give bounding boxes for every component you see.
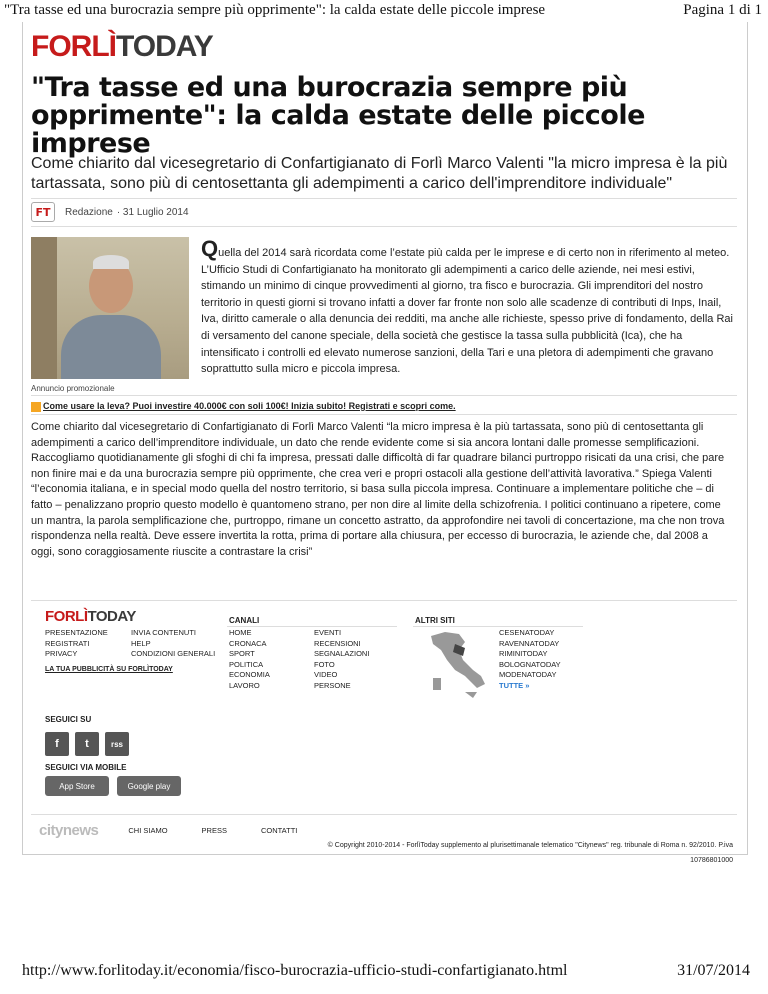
canali-link[interactable]: EVENTI bbox=[314, 628, 342, 637]
advertising-link[interactable]: LA TUA PUBBLICITÀ SU FORLÌTODAY bbox=[45, 666, 173, 673]
canali-link[interactable]: SPORT bbox=[229, 649, 255, 658]
seguici-mobile-heading: SEGUICI VIA MOBILE bbox=[45, 763, 127, 772]
canali-link[interactable]: RECENSIONI bbox=[314, 638, 361, 648]
dropcap: Q bbox=[201, 236, 219, 261]
author-avatar: FT bbox=[31, 202, 55, 222]
canali-link[interactable]: HOME bbox=[229, 628, 252, 637]
promo-label: Annuncio promozionale bbox=[31, 384, 115, 393]
divider bbox=[31, 198, 737, 199]
nav-chi-siamo[interactable]: CHI SIAMO bbox=[128, 826, 168, 835]
other-site-link[interactable]: CESENATODAY bbox=[499, 628, 555, 637]
promo-link[interactable]: Come usare la leva? Puoi investire 40.000€ con soli 100€! Inizia subito! Registrati e scopri come. bbox=[31, 401, 737, 412]
article-title: "Tra tasse ed una burocrazia sempre più opprimente": la calda estate delle piccole imprese bbox=[31, 72, 645, 159]
canali-link[interactable]: FOTO bbox=[314, 659, 335, 669]
altri-siti-heading: ALTRI SITI bbox=[415, 616, 455, 625]
google-play-button[interactable]: Google play bbox=[117, 776, 181, 796]
other-site-link[interactable]: RIMINITODAY bbox=[499, 649, 548, 658]
all-sites-link[interactable]: TUTTE » bbox=[499, 680, 530, 690]
print-page-label: Pagina 1 di 1 bbox=[683, 2, 762, 18]
facebook-icon[interactable]: f bbox=[45, 732, 69, 756]
rss-icon[interactable]: rss bbox=[105, 732, 129, 756]
article-intro: Quella del 2014 sarà ricordata come l’estate più calda per le imprese e di certo non in riferimento al meteo. L’Ufficio Studi di Confartigianato ha monitorato gli adempimenti a carico delle aziende, nei mesi estivi, stimando un minimo di cinque provvedimenti al giorno, tra fisco e burocrazia. Gli imprenditori del nostro territorio in questi giorni si trovano infatti a dover far fronte non solo alle scadenze di contributi di Inps, Inail, Iva, diritto camerale o alla denuncia dei redditi, ma anche alle richieste, spesso prive di fondamento, della Rai di versamento del canone speciale, della società che gestisce la tassa sulla pubblicità (Ica), che ha intensificato i controlli ed elevato numerose sanzioni, della Tari e una pletora di adempimenti che gravano soprattutto sulla micro e piccola impresa. bbox=[201, 236, 733, 376]
canali-col-2 bbox=[314, 628, 369, 691]
article-body: Come chiarito dal vicesegretario di Confartigianato di Forlì Marco Valenti “la micro impresa è la più tartassata, sono più di centosettanta gli adempimenti a carico dell’imprenditore individuale, un dato che rende evidente come si sia ancora lontani dalle promesse semplificazioni. Raccogliamo quotidianamente gli sfoghi di chi fa impresa, pressati dalle difficoltà di far quadrare bilanci purtroppo risicati da una crisi, che pare non finire mai e da una burocrazia sempre più opprimente, che crea veri e propri ostacoli alla gestione dell’attività lavorativa.” Spiega Valenti “l’economia italiana, e in special modo quella del nostro territorio, si basa sulla piccola impresa. Continuare a implementare politiche che – di fatto – penalizzano proprio questo modello è quantomeno strano, per non dire al limite della schizofrenia. I politici continuano a ripetere, come un mantra, la parola semplificazione che, purtroppo, rimane un concetto astratto, da approfondire nei tavoli di concertazione, ma che non trova rispondenza nella realtà. Deve essere invertita la rotta, prima di portare alla chiusura, per eccesso di burocrazia, le aziende che, dal 2008 a oggi, sono coraggiosamente riuscite a contrastare la crisi” bbox=[31, 421, 725, 558]
footer-link[interactable]: PRESENTAZIONE bbox=[45, 628, 108, 637]
footer-col-2 bbox=[131, 628, 215, 660]
canali-link[interactable]: PERSONE bbox=[314, 680, 351, 690]
canali-link[interactable]: CRONACA bbox=[229, 638, 267, 648]
canali-link[interactable]: SEGNALAZIONI bbox=[314, 649, 370, 658]
print-header-title: "Tra tasse ed una burocrazia sempre più opprimente": la calda estate delle piccole imprese bbox=[4, 2, 546, 18]
copyright: © Copyright 2010-2014 - ForlìToday supplemento al plurisettimanale telematico "Citynews" reg. tribunale di Roma n. 92/2010. P.iva 10786801000 bbox=[293, 838, 733, 868]
divider bbox=[31, 414, 737, 415]
site-logo[interactable]: FORLÌTODAY bbox=[31, 30, 213, 63]
nav-contatti[interactable]: CONTATTI bbox=[260, 826, 298, 835]
canali-col-1 bbox=[229, 628, 270, 691]
other-site-link[interactable]: MODENATODAY bbox=[499, 670, 557, 679]
divider bbox=[31, 395, 737, 396]
divider bbox=[31, 226, 737, 227]
twitter-icon[interactable]: t bbox=[75, 732, 99, 756]
other-site-link[interactable]: RAVENNATODAY bbox=[499, 638, 560, 648]
canali-heading: CANALI bbox=[229, 616, 260, 625]
article-page bbox=[22, 22, 748, 864]
footer-link[interactable]: CONDIZIONI GENERALI bbox=[131, 649, 216, 658]
promo-icon bbox=[31, 402, 41, 412]
footer-logo[interactable]: FORLÌTODAY bbox=[45, 608, 136, 625]
pdf-print-header bbox=[4, 2, 762, 19]
footer-link[interactable]: INVIA CONTENUTI bbox=[131, 628, 197, 637]
other-site-link[interactable]: BOLOGNATODAY bbox=[499, 659, 561, 669]
nav-press[interactable]: PRESS bbox=[201, 826, 227, 835]
article-photo bbox=[31, 237, 189, 379]
byline bbox=[31, 202, 189, 222]
italy-map bbox=[425, 630, 489, 702]
canali-link[interactable]: POLITICA bbox=[229, 659, 264, 669]
canali-link[interactable]: ECONOMIA bbox=[229, 670, 270, 679]
author-name[interactable]: Redazione bbox=[65, 206, 113, 218]
footer-link[interactable]: REGISTRATI bbox=[45, 638, 90, 648]
piva: 10786801000 bbox=[690, 857, 733, 864]
canali-link[interactable]: LAVORO bbox=[229, 680, 260, 690]
footer-link[interactable]: PRIVACY bbox=[45, 649, 78, 658]
footer-col-1 bbox=[45, 628, 108, 660]
publish-date: · 31 Luglio 2014 bbox=[116, 206, 189, 218]
pdf-print-footer bbox=[22, 962, 750, 980]
footer-link[interactable]: HELP bbox=[131, 638, 151, 648]
social-links bbox=[45, 732, 129, 756]
citynews-logo[interactable]: citynews bbox=[39, 822, 99, 839]
seguici-su-heading: SEGUICI SU bbox=[45, 715, 92, 724]
app-store-badges bbox=[45, 776, 181, 796]
app-store-button[interactable]: App Store bbox=[45, 776, 109, 796]
article-subtitle: Come chiarito dal vicesegretario di Confartigianato di Forlì Marco Valenti "la micro impresa è la più tartassata, sono più di centosettanta gli adempimenti a carico dell'imprenditore individuale" bbox=[31, 155, 728, 192]
bottom-nav bbox=[39, 822, 331, 839]
altri-siti-list bbox=[499, 628, 561, 691]
print-url: http://www.forlitoday.it/economia/fisco-burocrazia-ufficio-studi-confartigianato.html bbox=[22, 962, 568, 979]
print-date: 31/07/2014 bbox=[677, 962, 750, 979]
canali-link[interactable]: VIDEO bbox=[314, 670, 338, 679]
